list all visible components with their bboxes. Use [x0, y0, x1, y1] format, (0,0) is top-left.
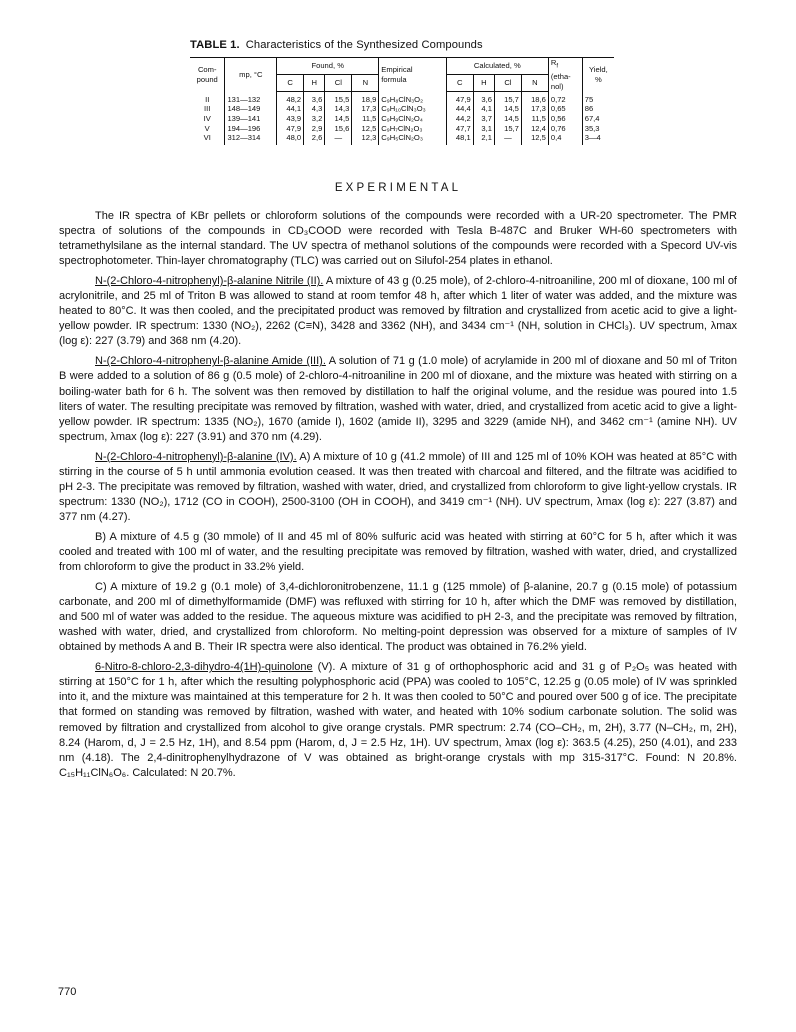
header-calculated: Calculated, % — [446, 58, 548, 75]
header-found-cl: Cl — [325, 74, 352, 91]
header-rf: $R_f$ (etha- nol) — [548, 58, 582, 92]
table-row: V 194—196 47,9 2,9 15,6 12,5 C₉H₇ClN₂O₃ 47,7 3,1 15,7 12,4 0,76 35,3 — [190, 124, 614, 134]
table-row: III 148—149 44,1 4,3 14,3 17,3 C₉H₁₀ClN₃O₃ 44,4 4,1 14,5 17,3 0,65 86 — [190, 104, 614, 114]
header-found: Found, % — [277, 58, 379, 75]
header-calc-n: N — [521, 74, 548, 91]
method-b-paragraph: B) A mixture of 4.5 g (30 mmole) of II and 45 ml of 80% sulfuric acid was heated with stirring at 60°C for 5 h, after which it was cooled and treated with 100 ml of water, and the resulting precipitate was removed by filtration, washed with water, dried, and crystallized from chloroform to give the product in 33.2% yield. — [59, 530, 737, 574]
experimental-body — [59, 209, 737, 786]
header-found-c: C — [277, 74, 304, 91]
nitrile-paragraph: N-(2-Chloro-4-nitrophenyl)-β-alanine Nitrile (II). A mixture of 43 g (0.25 mole), of 2-chloro-4-nitroaniline, 200 ml of dioxane, 100 ml of acrylonitrile, and 25 ml of Triton B was allowed to stand at room temfor 48 h, after which 1 liter of water was added, and the mixture was heated to 80°C. It was then cooled, and the precipitated product was removed by filtration and crystallized from acetic acid to give a light-yellow powder. IR spectrum: 1330 (NO₂), 2262 (C≡N), 3428 and 3362 (NH), and 3434 cm⁻¹ (NH, solution in CHCl₃). UV spectrum, λmax (log ε): 227 (3.79) and 368 nm (4.20). — [59, 275, 737, 348]
header-mp: mp, °C — [225, 58, 277, 92]
intro-paragraph: The IR spectra of KBr pellets or chloroform solutions of the compounds were recorded with a UR-20 spectrometer. The PMR spectra of solutions of the compounds in CD₃COOD were recorded with Tesla B-487C and Bruker WH-60 spectrometers with tetramethylsilane as the internal standard. The UV spectra of methanol solutions of the compounds were recorded with a Specord UV-vis spectrophotometer. Thin-layer chromatography (TLC) was carried out on Silufol-254 plates in ethanol. — [59, 210, 737, 268]
header-yield: Yield, % — [582, 58, 614, 92]
page-number: 770 — [58, 986, 77, 998]
header-calc-h: H — [473, 74, 494, 91]
section-heading: EXPERIMENTAL — [334, 182, 462, 194]
header-found-h: H — [304, 74, 325, 91]
alanine-paragraph: N-(2-Chloro-4-nitrophenyl)-β-alanine (IV). A) A mixture of 10 g (41.2 mmole) of III and 125 ml of 10% KOH was heated at 85°C with stirring in the course of 5 h until ammonia evolution ceased. It was then treated with charcoal and filtered, and the filtrate was acidified to pH 2-3. The precipitate was removed by filtration, washed with water, dried, and crystallized from chloroform to give light-yellow crystals. IR spectrum: 1330 (NO₂), 1712 (CO in COOH), 2500-3100 (OH in COOH), and 3419 cm⁻¹ (NH). UV spectrum, λmax (log ε): 227 (3.87) and 377 nm (4.27). — [59, 450, 737, 523]
table-caption — [190, 39, 483, 51]
header-empirical-formula: Empirical formula — [379, 58, 446, 92]
table-row: II 131—132 48,2 3,6 15,5 18,9 C₉H₈ClN₃O₂ 47,9 3,6 15,7 18,6 0,72 75 — [190, 91, 614, 104]
table-row: IV 139—141 43,9 3,2 14,5 11,5 C₉H₉ClN₂O₄ 44,2 3,7 14,5 11,5 0,56 67,4 — [190, 114, 614, 124]
header-compound: Com- pound — [190, 58, 225, 92]
compounds-table — [190, 57, 614, 145]
header-found-n: N — [352, 74, 379, 91]
compound-name-amide: N-(2-Chloro-4-nitrophenyl-β-alanine Amide (III). — [95, 355, 326, 368]
amide-paragraph: N-(2-Chloro-4-nitrophenyl-β-alanine Amide (III). A solution of 71 g (1.0 mole) of acrylamide in 200 ml of dioxane and 50 ml of Triton B were added to a solution of 86 g (0.5 mole) of 2-chloro-4-nitroaniline in 200 ml of dioxane, and the mixture was heated with stirring on a boiling-water bath for 6 h. The solvent was then removed by distillation to half the original volume, and the residue was poured into 1.5 liters of water. The resulting precipitate was removed by filtration, washed with water, dried, and crystallized from acetic acid to give a light-yellow powder. IR spectrum: 1335 (NO₂), 1670 (amide I), 1602 (amide II), 3295 and 3229 (amide NH), and 3462 cm⁻¹ (amine NH). UV spectrum, λmax (log ε): 227 (3.91) and 370 nm (4.29). — [59, 355, 737, 443]
compound-name-nitrile: N-(2-Chloro-4-nitrophenyl)-β-alanine Nitrile (II). — [95, 275, 324, 288]
header-calc-cl: Cl — [494, 74, 521, 91]
table-label: TABLE 1. — [190, 39, 240, 51]
compound-name-alanine: N-(2-Chloro-4-nitrophenyl)-β-alanine (IV). — [95, 450, 297, 463]
table-title: Characteristics of the Synthesized Compounds — [245, 39, 483, 51]
header-calc-c: C — [446, 74, 473, 91]
compound-name-quinolone: 6-Nitro-8-chloro-2,3-dihydro-4(1H)-quinolone — [95, 661, 313, 674]
quinolone-paragraph: 6-Nitro-8-chloro-2,3-dihydro-4(1H)-quinolone (V). A mixture of 31 g of orthophosphoric acid and 31 g of P₂O₅ was heated with stirring at 150°C for 1 h, after which the resulting polyphosphoric acid (PPA) was cooled to 105°C, 12.25 g (0.05 mole) of IV was sprinkled into it, and the mixture was maintained at this temperature for 2 h. It was then cooled to 50°C and poured over 500 g of ice. The precipitate that formed on standing was removed by filtration, washed with water, and heated with 10% sodium carbonate solution. The solid was removed by filtration and crystallized from alcohol to give orange crystals. PMR spectrum: 2.74 (CO–CH₂, m, 2H), 3.77 (N–CH₂, m, 2H), 8.24 (Harom, d, J = 2.5 Hz, 1H), and 8.54 ppm (Harom, d, J = 2.5 Hz, 1H). UV spectrum, λmax (log ε): 363.5 (4.25), 250 (4.01), and 233 nm (4.18). The 2,4-dinitrophenylhydrazone of V was obtained as bright-orange crystals with mp 315-317°C. Found: N 20.8%. C₁₅H₁₁ClN₆O₆. Calculated: N 20.7%. — [59, 661, 737, 779]
method-c-paragraph: C) A mixture of 19.2 g (0.1 mole) of 3,4-dichloronitrobenzene, 11.1 g (125 mmole) of β-alanine, 20.7 g (0.15 mole) of potassium carbonate, and 200 ml of dimethylformamide (DMF) was refluxed with stirring for 10 h, after which the DMF was removed by distillation, and 500 ml of water was added to the residue. The aqueous mixture was acidified to pH 2-3, and the precipitate was removed by filtration, washed with water, dried, and crystallized from chloroform. No melting-point depression was observed for a mixture of samples of IV obtained by methods A and B. Their IR spectra were also identical. The product was obtained in 76.2% yield. — [59, 581, 737, 654]
table-row: VI 312—314 48,0 2,6 — 12,3 C₉H₅ClN₂O₃ 48,1 2,1 — 12,5 0,4 3—4 — [190, 133, 614, 145]
